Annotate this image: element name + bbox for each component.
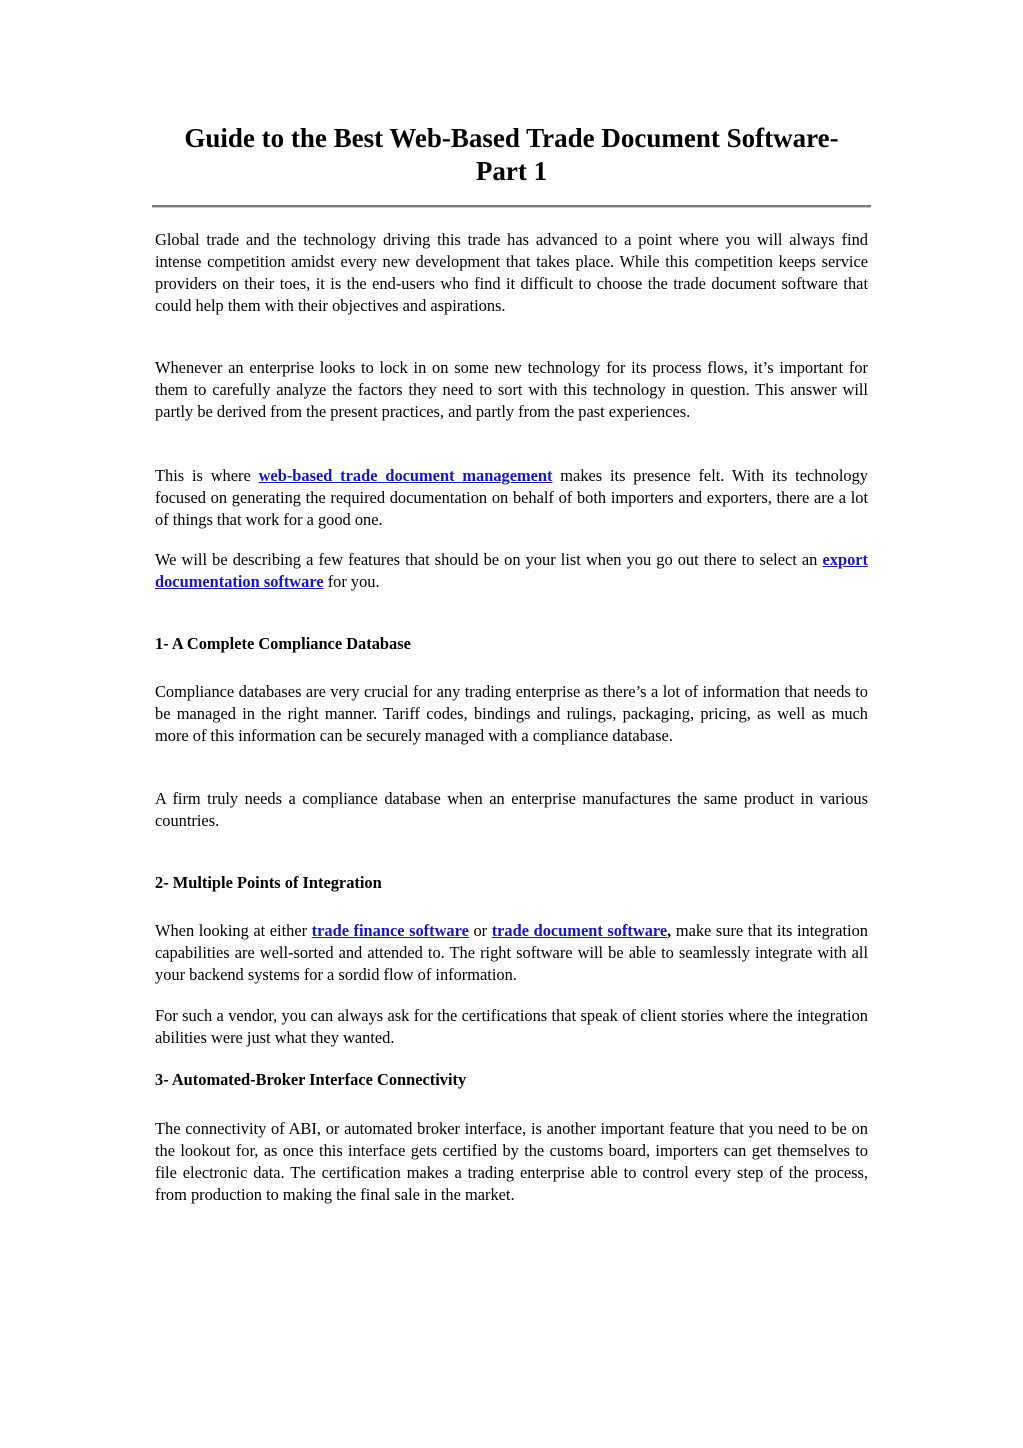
paragraph-abi: The connectivity of ABI, or automated broker interface, is another important feature that you need to be on the lookout for, as once this interface gets certified by the customs board, importers can get themselves to file electronic data. The certification makes a trading enterprise able to control every step of the process, from production to making the final sale in the market.	[155, 1119, 868, 1204]
title-line-2: Part 1	[475, 156, 548, 186]
link-trade-document-software[interactable]: trade document software	[491, 921, 668, 940]
link-trade-finance-software[interactable]: trade finance software	[311, 921, 469, 940]
title-divider	[152, 205, 871, 208]
paragraph-compliance-firm: A firm truly needs a compliance database when an enterprise manufactures the same product in various countries.	[155, 789, 868, 830]
paragraph-compliance: Compliance databases are very crucial for any trading enterprise as there’s a lot of information that needs to be managed in the right manner. Tariff codes, bindings and rulings, packaging, pricing, as well as much more of this information can be securely managed with a compliance database.	[155, 682, 868, 745]
link-export-documentation-software[interactable]: export documentation software	[155, 550, 868, 591]
link-web-based-trade-document-management[interactable]: web-based trade document management	[258, 466, 553, 485]
section-heading-compliance: 1- A Complete Compliance Database	[155, 634, 411, 653]
document-title	[152, 122, 871, 188]
paragraph-integration	[155, 920, 868, 986]
paragraph-intro: Global trade and the technology driving this trade has advanced to a point where you will always find intense competition amidst every new development that takes place. While this competition keeps service providers on their toes, it is the end-users who find it difficult to choose the trade document software that could help them with their objectives and aspirations.	[155, 230, 868, 315]
section-heading-abi: 3- Automated-Broker Interface Connectivity	[155, 1070, 467, 1089]
paragraph-technology: Whenever an enterprise looks to lock in on some new technology for its process flows, it’s important for them to carefully analyze the factors they need to sort with this technology in question. This answer will partly be derived from the present practices, and partly from the past experiences.	[155, 358, 868, 421]
paragraph-integration-comma: ,	[667, 921, 672, 940]
paragraph-web-based	[155, 465, 868, 531]
paragraph-vendor: For such a vendor, you can always ask for the certifications that speak of client stories where the integration abilities were just what they wanted.	[155, 1006, 868, 1047]
title-line-1: Guide to the Best Web-Based Trade Document Software-	[184, 123, 839, 153]
paragraph-web-based-lead: This is where	[155, 466, 259, 485]
paragraph-web-based-rest: makes its presence felt. With its technology focused on generating the required documentation on behalf of both importers and exporters, there are a lot of things that work for a good one.	[155, 466, 869, 529]
paragraph-features-lead: We will be describing a few features that should be on your list when you go out there to select an	[155, 550, 823, 569]
section-heading-integration: 2- Multiple Points of Integration	[155, 873, 382, 892]
paragraph-features	[155, 549, 868, 593]
paragraph-integration-rest: make sure that its integration capabilities are well-sorted and attended to. The right software will be able to seamlessly integrate with all your backend systems for a sordid flow of information.	[155, 921, 868, 984]
paragraph-integration-lead: When looking at either	[155, 921, 312, 940]
paragraph-features-rest: for you.	[323, 572, 380, 591]
paragraph-integration-or: or	[468, 921, 492, 940]
